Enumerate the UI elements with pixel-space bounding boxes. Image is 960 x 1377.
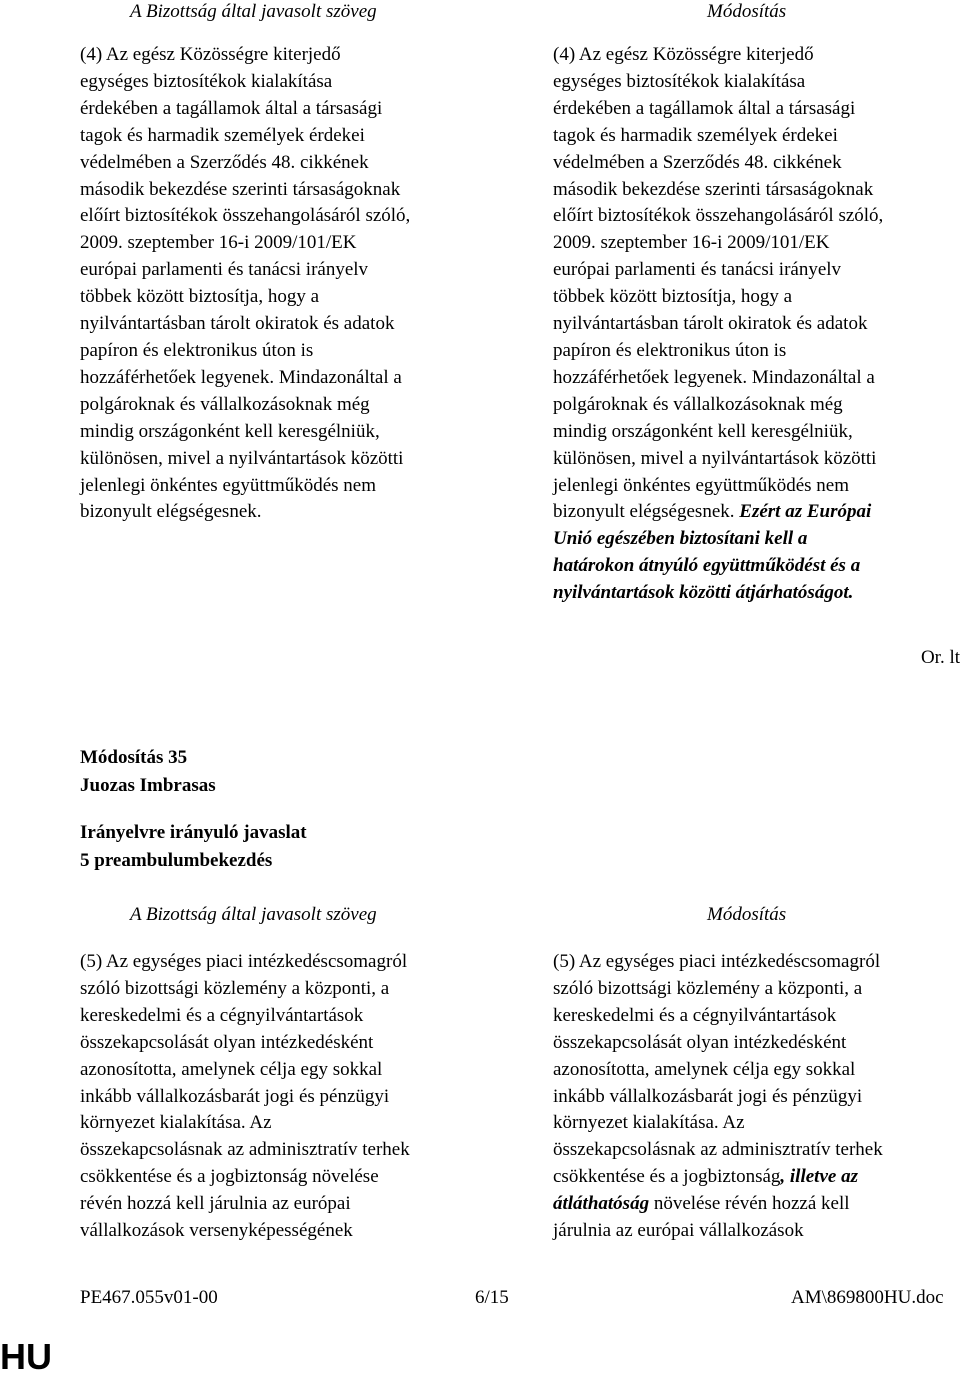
bottom-right-line-last: járulnia az európai vállalkozások	[553, 1220, 804, 1242]
footer-doc-ref: PE467.055v01-00	[80, 1287, 218, 1308]
text-line: európai parlamenti és tanácsi irányelv	[80, 259, 369, 281]
recital-ref: 5 preambulumbekezdés	[80, 850, 273, 871]
text-line: vállalkozások versenyképességének	[80, 1220, 353, 1242]
text-line: 2009. szeptember 16-i 2009/101/EK	[553, 232, 830, 254]
text-line: kereskedelmi és a cégnyilvántartások	[553, 1004, 837, 1026]
text-line: (5) Az egységes piaci intézkedéscsomagról	[80, 951, 408, 972]
text-line: különösen, mivel a nyilvántartások közötti	[553, 447, 877, 469]
added-text-line: nyilvántartások közötti átjárhatóságot.	[553, 582, 854, 604]
amendment-header	[80, 744, 216, 800]
top-right-heading: Módosítás	[707, 1, 787, 22]
text-line: nyilvántartásban tárolt okiratok és adatok	[553, 313, 868, 335]
text-line: összekapcsolásnak az adminisztratív terhek	[80, 1139, 410, 1161]
text-line: papíron és elektronikus úton is	[553, 339, 787, 361]
text-line: azonosította, amelynek célja egy sokkal	[80, 1058, 383, 1080]
text-line: egységes biztosítékok kialakítása	[80, 70, 333, 92]
bottom-left-text	[80, 949, 500, 1245]
bottom-right-heading: Módosítás	[707, 904, 787, 925]
text-line: 2009. szeptember 16-i 2009/101/EK	[80, 232, 357, 254]
text-line: hozzáférhetőek legyenek. Mindazonáltal a	[80, 366, 402, 388]
bottom-left-heading: A Bizottság által javasolt szöveg	[130, 904, 377, 925]
text-line: bizonyult elégségesnek.	[80, 501, 262, 523]
text-line: papíron és elektronikus úton is	[80, 339, 314, 361]
text-line: jelenlegi önkéntes együttműködés nem	[80, 474, 377, 496]
text-line: tagok és harmadik személyek érdekei	[553, 124, 838, 146]
text-line: második bekezdése szerinti társaságoknak	[553, 178, 874, 200]
text-line: érdekében a tagállamok által a társasági	[80, 97, 383, 119]
added-text: , illetve az	[780, 1166, 858, 1188]
text-line: (4) Az egész Közösségre kiterjedő	[553, 44, 814, 65]
text-line: révén hozzá kell járulnia az európai	[80, 1193, 351, 1215]
text-line: mindig országonként kell keresgélniük,	[553, 420, 853, 442]
text-line: azonosította, amelynek célja egy sokkal	[553, 1058, 856, 1080]
text-line: védelmében a Szerződés 48. cikkének	[80, 151, 369, 173]
bottom-right-line-mixed-1: csökkentése és a jogbiztonság, illetve az	[553, 1166, 858, 1188]
original-language: Or. lt	[920, 647, 960, 668]
text-line: mindig országonként kell keresgélniük,	[80, 420, 380, 442]
top-right-text	[553, 42, 960, 607]
text-line: összekapcsolását olyan intézkedésként	[553, 1031, 847, 1053]
text-line: többek között biztosítja, hogy a	[553, 286, 793, 308]
top-left-text	[80, 42, 500, 526]
bottom-right-line-mixed-2: átláthatóság növelése révén hozzá kell	[553, 1193, 850, 1215]
top-right-line-mixed: bizonyult elégségesnek. Ezért az Európai	[553, 501, 872, 523]
text-line: érdekében a tagállamok által a társasági	[553, 97, 856, 119]
text-line: polgároknak és vállalkozásoknak még	[553, 393, 843, 415]
text-line: tagok és harmadik személyek érdekei	[80, 124, 365, 146]
text-line: európai parlamenti és tanácsi irányelv	[553, 259, 842, 281]
top-left-heading: A Bizottság által javasolt szöveg	[130, 1, 377, 22]
text-line: szóló bizottsági közlemény a központi, a	[553, 977, 863, 999]
text-line: nyilvántartásban tárolt okiratok és adatok	[80, 313, 395, 335]
footer-file-name: AM\869800HU.doc	[791, 1287, 944, 1308]
text-line: védelmében a Szerződés 48. cikkének	[553, 151, 842, 173]
proposal-title: Irányelvre irányuló javaslat	[80, 822, 307, 843]
added-text-line: határokon átnyúló együttműködést és a	[553, 555, 861, 577]
amendment-number: Módosítás 35	[80, 747, 188, 768]
text-line: környezet kialakítása. Az	[80, 1112, 272, 1134]
text-line: inkább vállalkozásbarát jogi és pénzügyi	[553, 1085, 863, 1107]
bottom-right-text	[553, 949, 960, 1245]
added-text-line: Unió egészében biztosítani kell a	[553, 528, 808, 550]
text-line: többek között biztosítja, hogy a	[80, 286, 320, 308]
text-line: előírt biztosítékok összehangolásáról szóló,	[80, 205, 411, 227]
text-line: második bekezdése szerinti társaságoknak	[80, 178, 401, 200]
text-line: előírt biztosítékok összehangolásáról szóló,	[553, 205, 884, 227]
text-line: kereskedelmi és a cégnyilvántartások	[80, 1004, 364, 1026]
text-line: jelenlegi önkéntes együttműködés nem	[553, 474, 850, 496]
text-line: (4) Az egész Közösségre kiterjedő	[80, 44, 341, 65]
text-line: csökkentése és a jogbiztonság növelése	[80, 1166, 379, 1188]
text-line: polgároknak és vállalkozásoknak még	[80, 393, 370, 415]
text-line: inkább vállalkozásbarát jogi és pénzügyi	[80, 1085, 390, 1107]
text-line: szóló bizottsági közlemény a központi, a	[80, 977, 390, 999]
text-line: különösen, mivel a nyilvántartások közötti	[80, 447, 404, 469]
text-line: egységes biztosítékok kialakítása	[553, 70, 806, 92]
text-line: összekapcsolásnak az adminisztratív terhek	[553, 1139, 883, 1161]
text-line: hozzáférhetőek legyenek. Mindazonáltal a	[553, 366, 875, 388]
text-line: környezet kialakítása. Az	[553, 1112, 745, 1134]
footer-page-number: 6/15	[475, 1287, 509, 1308]
proposal-header	[80, 819, 307, 875]
added-text: Ezért az Európai	[739, 501, 872, 523]
amendment-author: Juozas Imbrasas	[80, 775, 216, 796]
text-line: összekapcsolását olyan intézkedésként	[80, 1031, 374, 1053]
added-text: átláthatóság	[553, 1193, 650, 1215]
text-line: (5) Az egységes piaci intézkedéscsomagról	[553, 951, 881, 972]
language-code: HU	[0, 1336, 52, 1377]
